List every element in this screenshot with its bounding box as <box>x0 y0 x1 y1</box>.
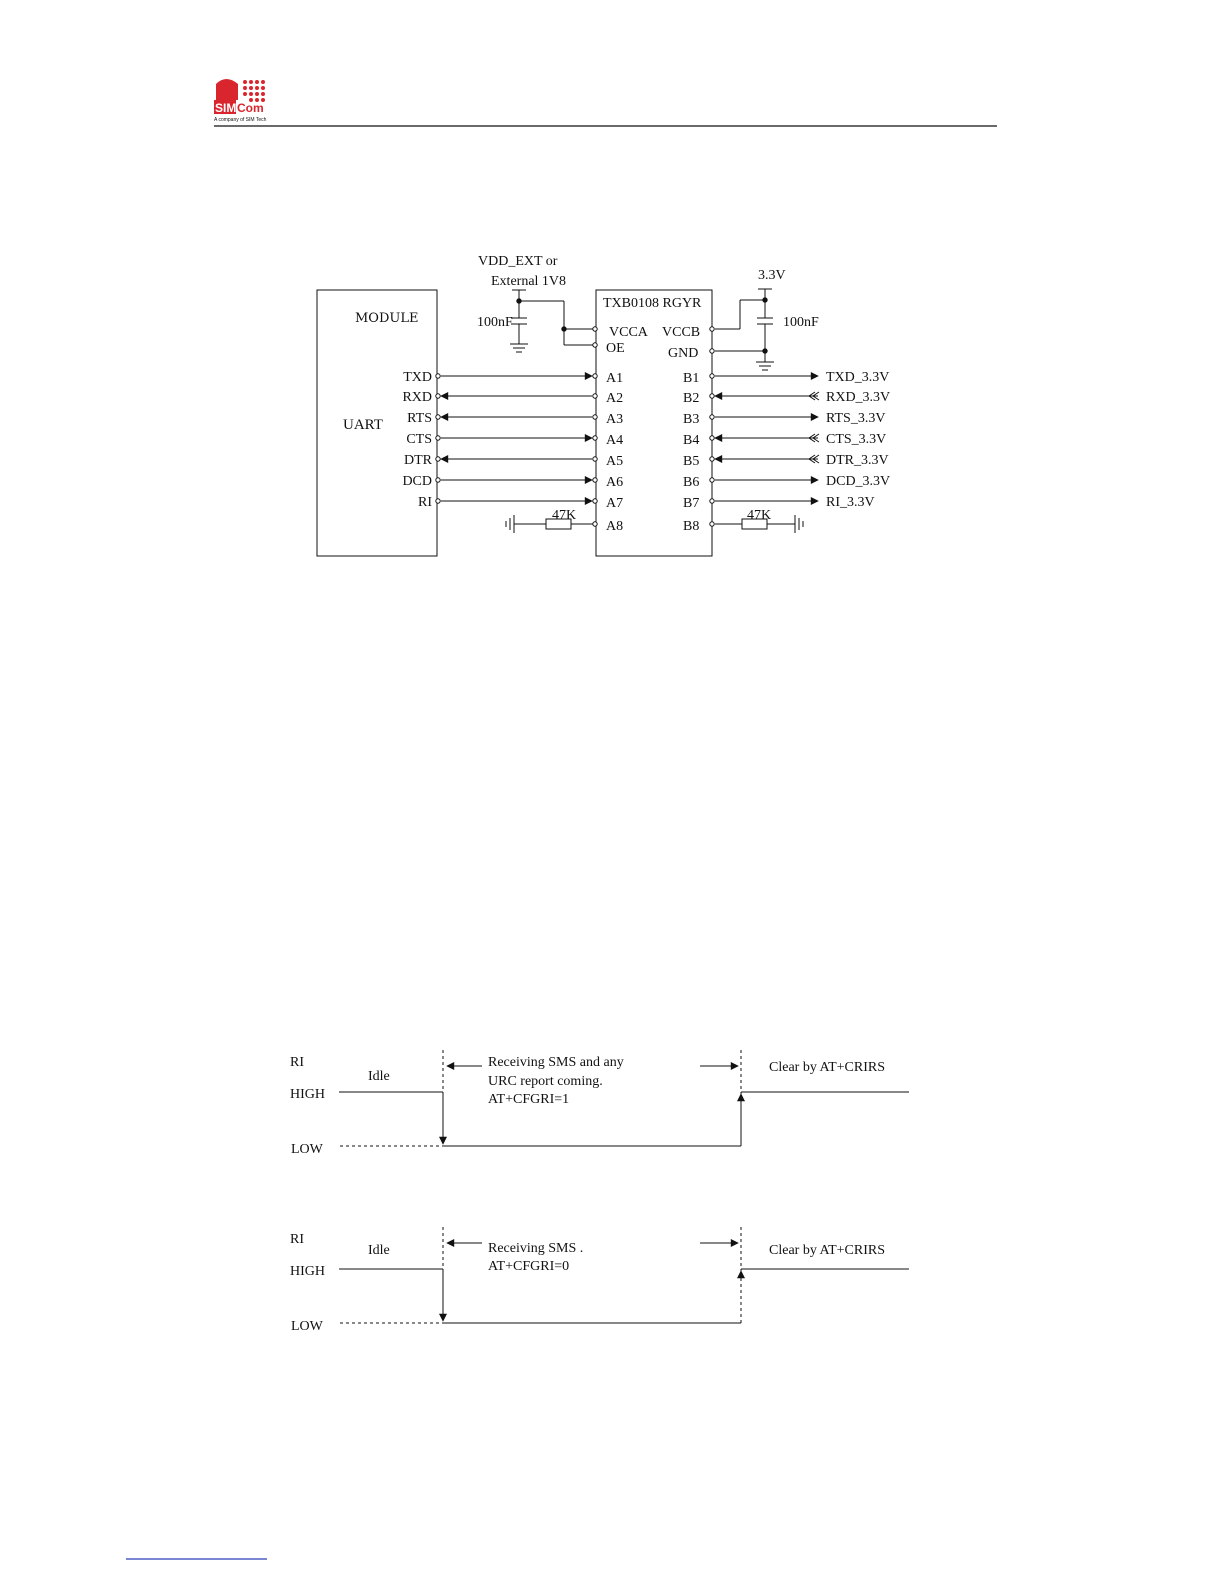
timing1-event-line1: Receiving SMS and any <box>488 1055 624 1070</box>
timing2-event-line2: AT+CFGRI=0 <box>488 1259 570 1274</box>
chip-b-pin-dot <box>710 415 714 419</box>
logo-tagline: A company of SIM Tech <box>214 117 267 123</box>
chip-b-pin-dot <box>710 436 714 440</box>
chip-a-pin-label: A5 <box>606 454 624 469</box>
signal-row <box>407 411 885 427</box>
timing1-idle-label: Idle <box>368 1069 390 1084</box>
signal-rows <box>402 370 890 511</box>
timing2-idle-label: Idle <box>368 1243 390 1258</box>
ext-signal-label: TXD_3.3V <box>826 370 890 385</box>
chip-a-pin-label: A2 <box>606 391 624 406</box>
ext-signal-label: RI_3.3V <box>826 495 875 510</box>
pin-oe-label: OE <box>606 341 625 356</box>
resistor-right-value: 47K <box>747 508 772 523</box>
logo-sim-text: SIM <box>215 101 237 115</box>
timing2-high-label: HIGH <box>290 1264 325 1279</box>
junction-dot <box>562 327 566 331</box>
module-pin-dot <box>436 499 440 503</box>
junction-dot <box>763 349 767 353</box>
timing2-clear-label: Clear by AT+CRIRS <box>769 1243 886 1258</box>
pin-b8-dot <box>710 522 714 526</box>
vdd-ext-label: VDD_EXT or <box>478 254 558 269</box>
logo-com-text: Com <box>237 101 264 115</box>
level-shifter-circuit <box>317 254 890 556</box>
signal-row <box>418 495 875 511</box>
chip-b-pin-label: B4 <box>683 433 700 448</box>
pin-gnd-label: GND <box>668 346 699 361</box>
chip-b-pin-label: B6 <box>683 475 700 490</box>
module-pin-label: RXD <box>402 390 432 405</box>
timing2-signal-label: RI <box>290 1232 304 1247</box>
module-pin-dot <box>436 436 440 440</box>
pin-a8-dot <box>593 522 597 526</box>
ext-signal-label: RTS_3.3V <box>826 411 886 426</box>
timing2-low-label: LOW <box>291 1319 323 1334</box>
module-pin-dot <box>436 478 440 482</box>
chip-a-pin-dot <box>593 374 597 378</box>
chip-a-pin-dot <box>593 415 597 419</box>
chip-a-pin-dot <box>593 394 597 398</box>
chip-a-pin-label: A3 <box>606 412 624 427</box>
pin-vccb-dot <box>710 327 714 331</box>
module-pin-label: DTR <box>404 453 432 468</box>
pin-oe-dot <box>593 343 597 347</box>
chip-a-pin-dot <box>593 457 597 461</box>
junction-dot <box>763 298 767 302</box>
chip-b-pin-label: B3 <box>683 412 700 427</box>
timing1-high-label: HIGH <box>290 1087 325 1102</box>
supply-3v3-label: 3.3V <box>758 268 786 283</box>
logo-dot-grid <box>243 80 265 102</box>
timing1-event-line2: URC report coming. <box>488 1074 603 1089</box>
signal-row <box>404 453 889 469</box>
timing2-event-line1: Receiving SMS . <box>488 1241 584 1256</box>
external-1v8-label: External 1V8 <box>491 274 567 289</box>
chip-b-pin-dot <box>710 457 714 461</box>
cap-right-value: 100nF <box>783 315 819 330</box>
pin-a8-label: A8 <box>606 519 624 534</box>
module-pin-dot <box>436 374 440 378</box>
chip-a-pin-dot <box>593 436 597 440</box>
pin-vccb-label: VCCB <box>662 325 701 340</box>
timing1-low-label: LOW <box>291 1142 323 1157</box>
chip-b-pin-dot <box>710 478 714 482</box>
chip-name: TXB0108 RGYR <box>603 296 702 311</box>
module-pin-label: DCD <box>402 474 432 489</box>
chip-b-pin-label: B5 <box>683 454 700 469</box>
signal-row <box>402 390 890 406</box>
resistor-left-value: 47K <box>552 508 577 523</box>
ext-signal-label: RXD_3.3V <box>826 390 891 405</box>
pin-b8-label: B8 <box>683 519 700 534</box>
chip-a-pin-label: A1 <box>606 371 624 386</box>
chip-a-pin-dot <box>593 478 597 482</box>
pin-vcca-label: VCCA <box>609 325 648 340</box>
module-pin-label: TXD <box>403 370 432 385</box>
ri-timing-diagram-cfgri-0 <box>290 1227 909 1334</box>
module-pin-label: CTS <box>406 432 432 447</box>
pin-vcca-dot <box>593 327 597 331</box>
module-pin-dot <box>436 394 440 398</box>
chip-b-pin-dot <box>710 374 714 378</box>
ext-signal-label: DCD_3.3V <box>826 474 891 489</box>
pin-gnd-dot <box>710 349 714 353</box>
module-pin-dot <box>436 457 440 461</box>
ext-signal-label: CTS_3.3V <box>826 432 887 447</box>
chip-a-pin-dot <box>593 499 597 503</box>
cap-left-value: 100nF <box>477 315 513 330</box>
module-title: MODULE <box>355 311 419 326</box>
chip-b-pin-label: B7 <box>683 496 700 511</box>
signal-row <box>403 370 889 386</box>
timing1-clear-label: Clear by AT+CRIRS <box>769 1060 886 1075</box>
chip-a-pin-label: A4 <box>606 433 624 448</box>
uart-label: UART <box>343 417 383 433</box>
module-pin-label: RTS <box>407 411 432 426</box>
ri-timing-diagram-cfgri-1 <box>290 1050 909 1157</box>
timing1-signal-label: RI <box>290 1055 304 1070</box>
chip-a-pin-label: A7 <box>606 496 624 511</box>
chip-b-pin-label: B1 <box>683 371 700 386</box>
chip-b-pin-dot <box>710 394 714 398</box>
logo-swoosh <box>216 79 238 100</box>
module-pin-label: RI <box>418 495 432 510</box>
signal-row <box>406 432 886 448</box>
simcom-logo <box>214 79 267 123</box>
timing1-event-line3: AT+CFGRI=1 <box>488 1092 570 1107</box>
chip-a-pin-label: A6 <box>606 475 624 490</box>
chip-b-pin-label: B2 <box>683 391 700 406</box>
ext-signal-label: DTR_3.3V <box>826 453 889 468</box>
module-pin-dot <box>436 415 440 419</box>
chip-b-pin-dot <box>710 499 714 503</box>
signal-row <box>402 474 890 490</box>
